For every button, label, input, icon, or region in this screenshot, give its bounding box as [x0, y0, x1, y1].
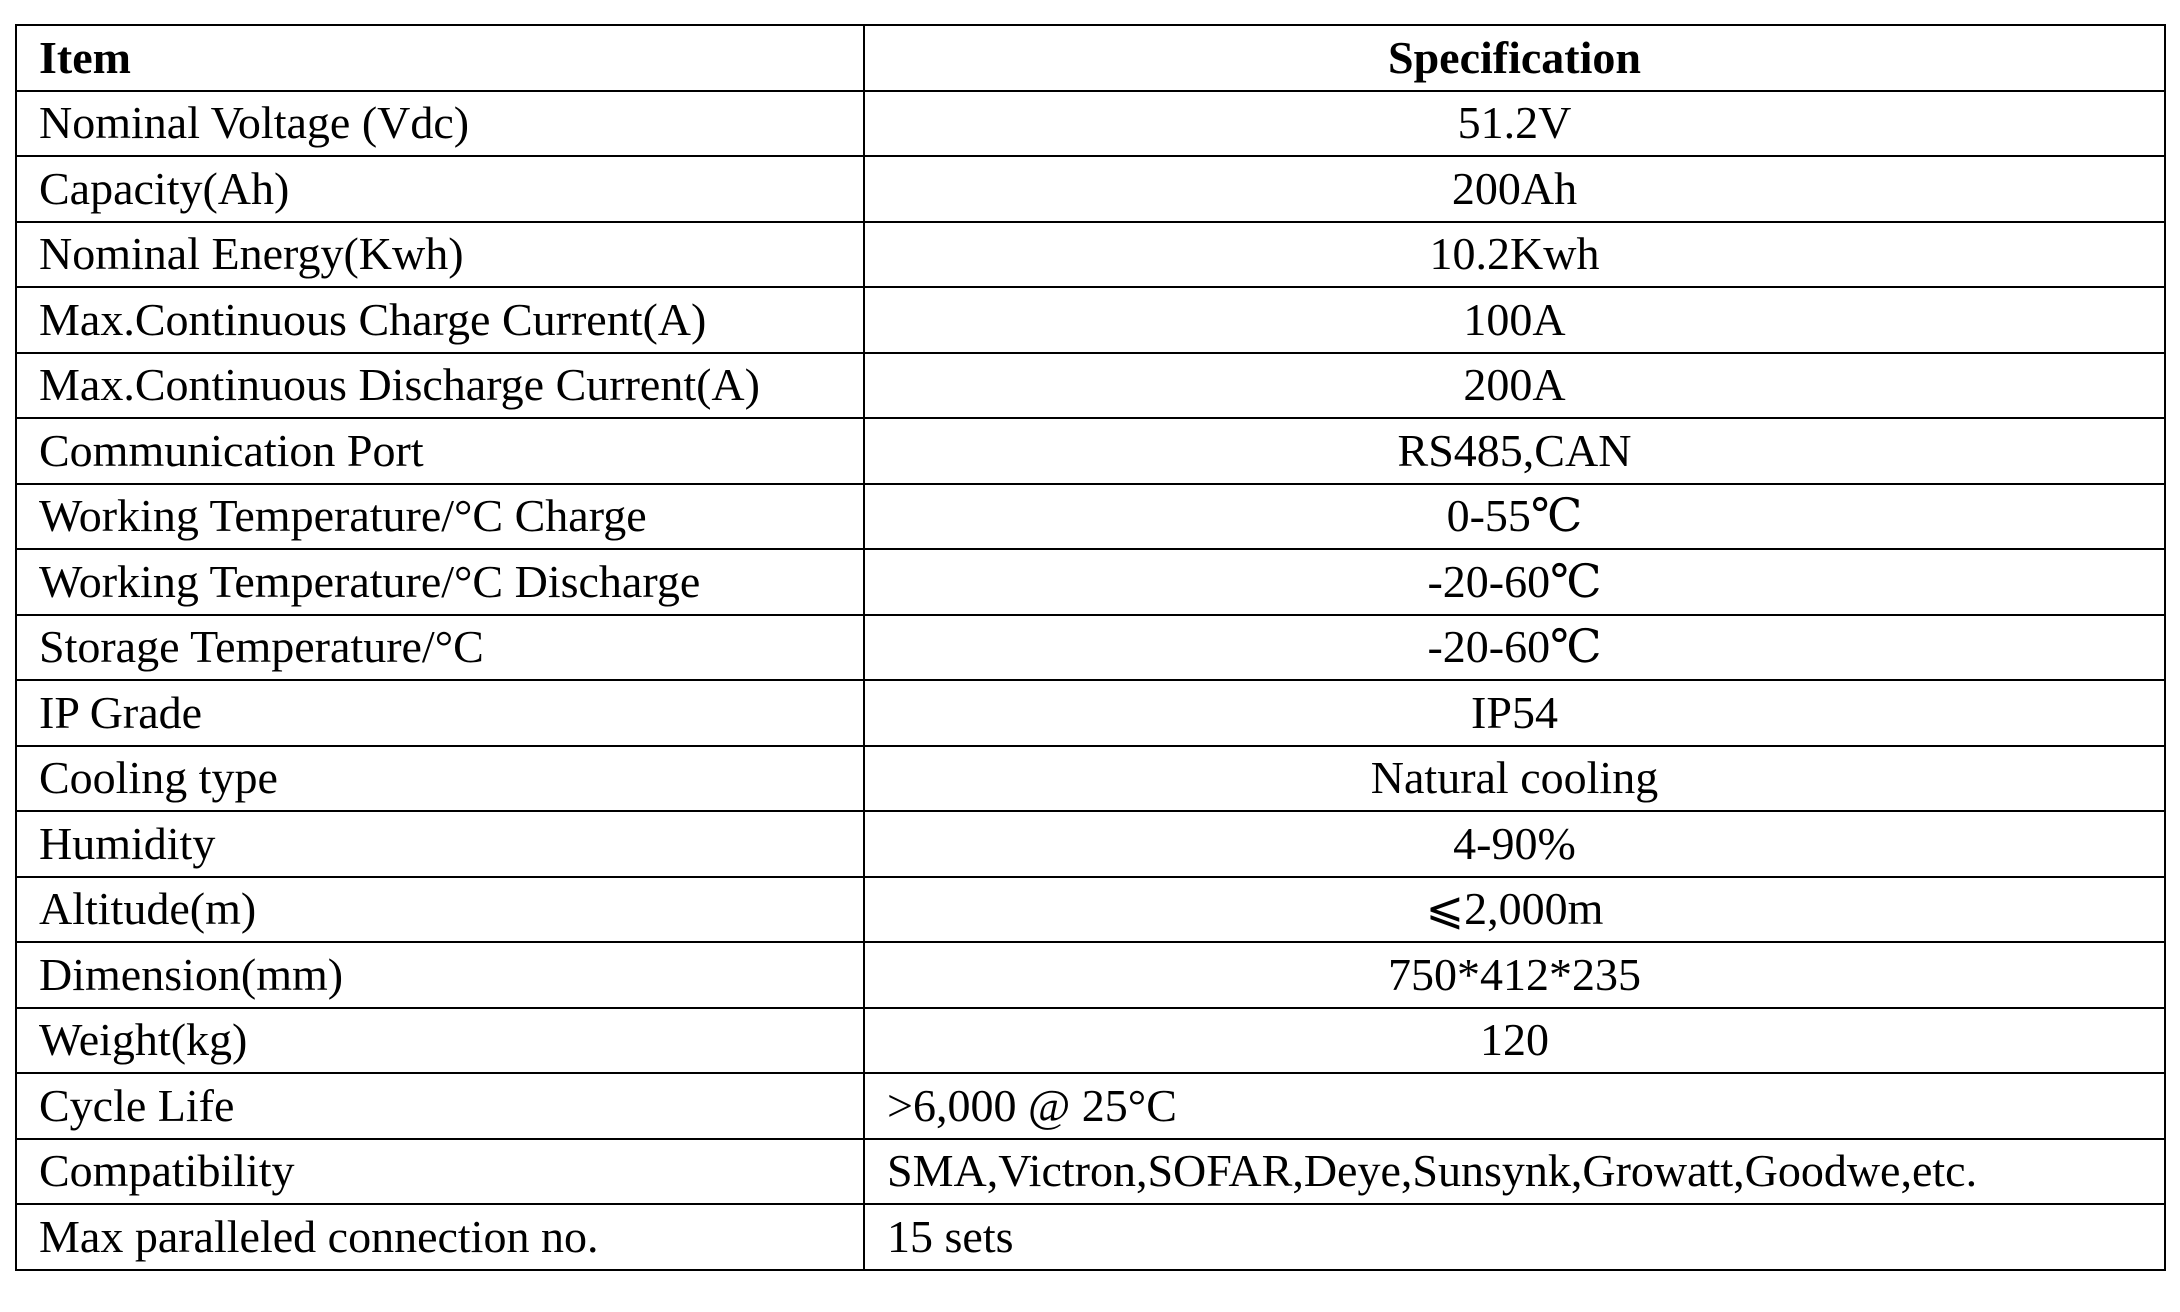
row-spec-value: 51.2V — [864, 91, 2165, 157]
table-row — [16, 156, 2165, 222]
spec-table — [15, 24, 2166, 1271]
table-row — [16, 549, 2165, 615]
table-row — [16, 287, 2165, 353]
table-row — [16, 680, 2165, 746]
row-item-label: Dimension(mm) — [16, 942, 864, 1008]
table-row — [16, 1008, 2165, 1074]
row-spec-value: 0-55℃ — [864, 484, 2165, 550]
row-spec-value: IP54 — [864, 680, 2165, 746]
table-row — [16, 615, 2165, 681]
row-item-label: Cooling type — [16, 746, 864, 812]
table-row — [16, 1204, 2165, 1270]
row-item-label: Nominal Voltage (Vdc) — [16, 91, 864, 157]
row-item-label: Working Temperature/°C Discharge — [16, 549, 864, 615]
row-item-label: Max paralleled connection no. — [16, 1204, 864, 1270]
row-item-label: Altitude(m) — [16, 877, 864, 943]
row-item-label: Cycle Life — [16, 1073, 864, 1139]
header-item: Item — [16, 25, 864, 91]
table-row — [16, 1139, 2165, 1205]
row-item-label: Compatibility — [16, 1139, 864, 1205]
row-item-label: IP Grade — [16, 680, 864, 746]
row-spec-value: >6,000 @ 25°C — [864, 1073, 2165, 1139]
table-row — [16, 484, 2165, 550]
row-item-label: Working Temperature/°C Charge — [16, 484, 864, 550]
row-spec-value: 15 sets — [864, 1204, 2165, 1270]
table-row — [16, 746, 2165, 812]
table-row — [16, 811, 2165, 877]
row-item-label: Max.Continuous Charge Current(A) — [16, 287, 864, 353]
table-body — [16, 91, 2165, 1270]
row-spec-value: 10.2Kwh — [864, 222, 2165, 288]
row-item-label: Max.Continuous Discharge Current(A) — [16, 353, 864, 419]
table-header-row — [16, 25, 2165, 91]
table-row — [16, 942, 2165, 1008]
table-row — [16, 1073, 2165, 1139]
row-spec-value: SMA,Victron,SOFAR,Deye,Sunsynk,Growatt,Goodwe,etc. — [864, 1139, 2165, 1205]
row-spec-value: -20-60℃ — [864, 615, 2165, 681]
table-row — [16, 91, 2165, 157]
row-spec-value: ⩽2,000m — [864, 877, 2165, 943]
row-spec-value: 120 — [864, 1008, 2165, 1074]
row-item-label: Communication Port — [16, 418, 864, 484]
row-item-label: Storage Temperature/°C — [16, 615, 864, 681]
row-spec-value: 200Ah — [864, 156, 2165, 222]
table-row — [16, 353, 2165, 419]
row-item-label: Humidity — [16, 811, 864, 877]
row-item-label: Nominal Energy(Kwh) — [16, 222, 864, 288]
row-spec-value: -20-60℃ — [864, 549, 2165, 615]
header-specification: Specification — [864, 25, 2165, 91]
row-spec-value: 200A — [864, 353, 2165, 419]
row-item-label: Capacity(Ah) — [16, 156, 864, 222]
row-spec-value: RS485,CAN — [864, 418, 2165, 484]
row-spec-value: 4-90% — [864, 811, 2165, 877]
row-spec-value: 100A — [864, 287, 2165, 353]
table-row — [16, 222, 2165, 288]
table-row — [16, 877, 2165, 943]
row-spec-value: Natural cooling — [864, 746, 2165, 812]
table-row — [16, 418, 2165, 484]
row-spec-value: 750*412*235 — [864, 942, 2165, 1008]
row-item-label: Weight(kg) — [16, 1008, 864, 1074]
